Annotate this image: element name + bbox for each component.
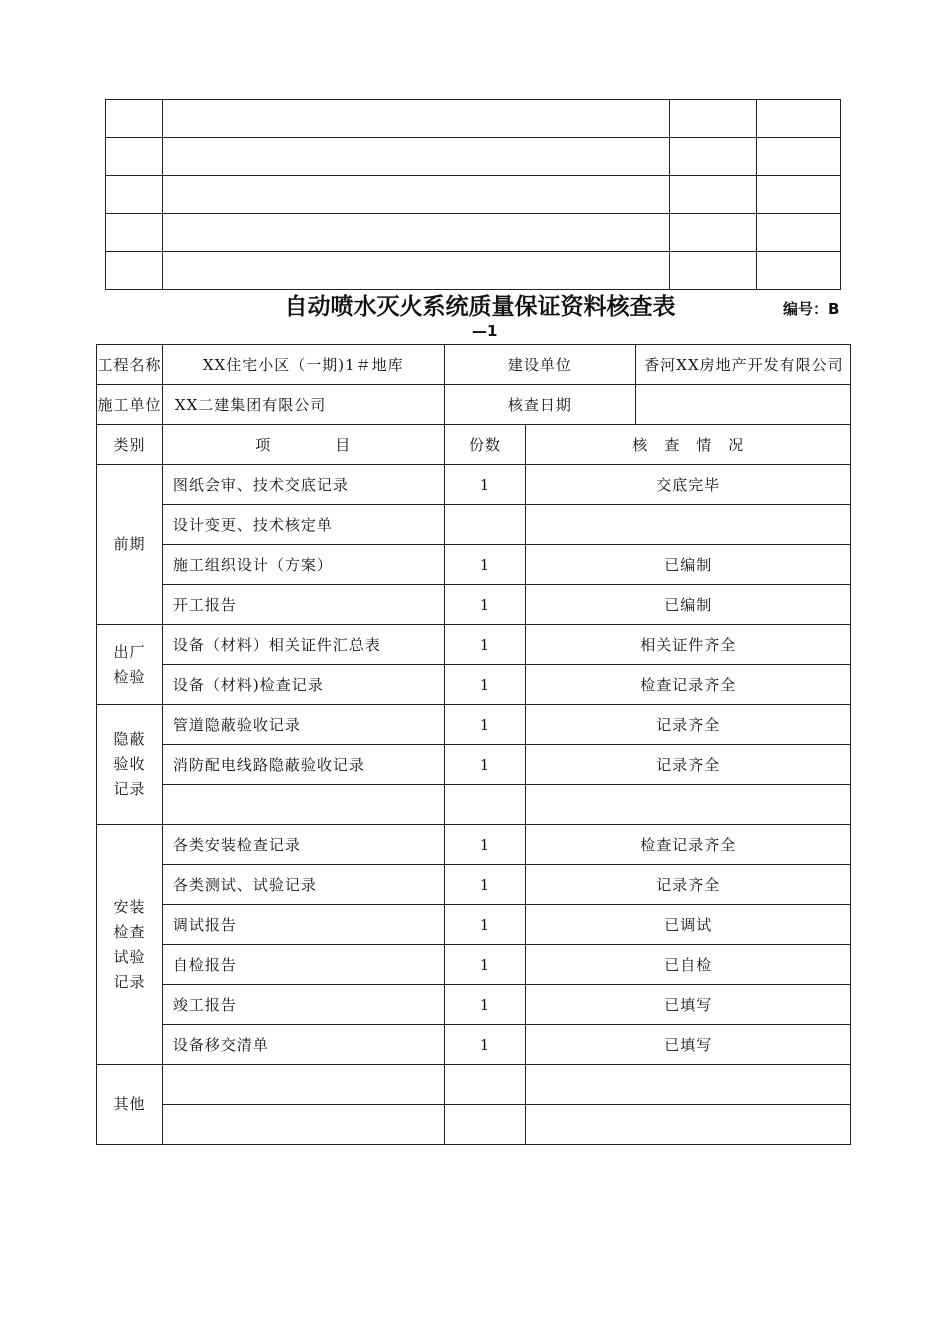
status-cell (526, 1065, 851, 1105)
status-cell: 相关证件齐全 (526, 625, 851, 665)
empty-cell (670, 176, 757, 214)
item-cell (162, 1105, 444, 1145)
copies-cell (444, 1065, 526, 1105)
category-cell (97, 705, 163, 825)
header-status: 核 查 情 况 (526, 425, 851, 465)
document-code-suffix: —1 (472, 322, 498, 340)
empty-cell (757, 214, 841, 252)
table-row (97, 865, 851, 905)
empty-cell (163, 138, 670, 176)
table-row (97, 665, 851, 705)
category-label: 其他 (113, 1095, 146, 1113)
header-category: 类别 (97, 425, 163, 465)
column-header-row (97, 425, 851, 465)
table-row (97, 905, 851, 945)
builder-value: 香河XX房地产开发有限公司 (636, 345, 851, 385)
table-row (97, 1025, 851, 1065)
copies-cell: 1 (444, 905, 526, 945)
quality-check-table (96, 344, 851, 1145)
category-label: 出厂 (113, 642, 146, 661)
category-label: 记录 (113, 780, 146, 798)
copies-cell: 1 (444, 745, 526, 785)
category-label: 检验 (113, 667, 146, 686)
item-cell: 施工组织设计（方案） (162, 545, 444, 585)
table-row (97, 985, 851, 1025)
status-cell (526, 785, 851, 825)
copies-cell: 1 (444, 625, 526, 665)
item-cell: 设备移交清单 (162, 1025, 444, 1065)
item-cell: 开工报告 (162, 585, 444, 625)
table-row (97, 705, 851, 745)
table-row (97, 1105, 851, 1145)
empty-cell (106, 214, 163, 252)
contractor-value: XX二建集团有限公司 (162, 385, 444, 425)
item-cell: 消防配电线路隐蔽验收记录 (162, 745, 444, 785)
empty-cell (757, 252, 841, 290)
project-name-value: XX住宅小区（一期)1＃地库 (162, 345, 444, 385)
table-row (97, 745, 851, 785)
status-cell: 交底完毕 (526, 465, 851, 505)
item-cell: 设备（材料)检查记录 (162, 665, 444, 705)
copies-cell (444, 1105, 526, 1145)
status-cell: 已填写 (526, 1025, 851, 1065)
table-row (106, 252, 841, 290)
item-cell: 自检报告 (162, 945, 444, 985)
table-row (97, 825, 851, 865)
status-cell (526, 505, 851, 545)
project-name-label: 工程名称 (97, 345, 163, 385)
table-row (106, 100, 841, 138)
check-date-value (636, 385, 851, 425)
empty-cell (106, 100, 163, 138)
status-cell: 检查记录齐全 (526, 665, 851, 705)
copies-cell: 1 (444, 985, 526, 1025)
category-cell (97, 465, 163, 625)
category-cell (97, 1065, 163, 1145)
item-cell: 竣工报告 (162, 985, 444, 1025)
category-label: 记录 (113, 972, 146, 991)
header-copies: 份数 (444, 425, 526, 465)
copies-cell: 1 (444, 585, 526, 625)
table-row (97, 625, 851, 665)
copies-cell: 1 (444, 465, 526, 505)
document-title: 自动喷水灭火系统质量保证资料核查表 (284, 294, 676, 320)
table-row (97, 785, 851, 825)
table-row (97, 585, 851, 625)
empty-cell (757, 100, 841, 138)
status-cell: 检查记录齐全 (526, 825, 851, 865)
status-cell: 已编制 (526, 585, 851, 625)
category-cell (97, 625, 163, 705)
item-cell (162, 785, 444, 825)
empty-cell (163, 176, 670, 214)
empty-cell (757, 176, 841, 214)
empty-cell (163, 252, 670, 290)
item-cell (162, 1065, 444, 1105)
status-cell: 已填写 (526, 985, 851, 1025)
copies-cell: 1 (444, 945, 526, 985)
status-cell: 已编制 (526, 545, 851, 585)
table-row (97, 505, 851, 545)
item-cell: 各类测试、试验记录 (162, 865, 444, 905)
table-row (97, 1065, 851, 1105)
table-row (106, 138, 841, 176)
category-label: 检查 (113, 922, 146, 941)
project-info-row (97, 345, 851, 385)
empty-cell (106, 138, 163, 176)
copies-cell: 1 (444, 825, 526, 865)
previous-page-table-remnant (105, 99, 841, 290)
copies-cell: 1 (444, 1025, 526, 1065)
status-cell (526, 1105, 851, 1145)
item-cell: 调试报告 (162, 905, 444, 945)
copies-cell: 1 (444, 665, 526, 705)
category-label: 安装 (113, 897, 146, 916)
category-label: 前期 (113, 535, 146, 553)
category-cell (97, 825, 163, 1065)
copies-cell: 1 (444, 865, 526, 905)
empty-cell (163, 100, 670, 138)
item-cell: 图纸会审、技术交底记录 (162, 465, 444, 505)
status-cell: 记录齐全 (526, 745, 851, 785)
category-label: 验收 (113, 755, 146, 773)
copies-cell: 1 (444, 705, 526, 745)
empty-cell (670, 100, 757, 138)
item-cell: 设计变更、技术核定单 (162, 505, 444, 545)
empty-cell (670, 252, 757, 290)
item-cell: 各类安装检查记录 (162, 825, 444, 865)
empty-cell (670, 138, 757, 176)
check-date-label: 核查日期 (444, 385, 636, 425)
contractor-info-row (97, 385, 851, 425)
table-row (106, 214, 841, 252)
header-item: 项 目 (162, 425, 444, 465)
builder-label: 建设单位 (444, 345, 636, 385)
status-cell: 记录齐全 (526, 705, 851, 745)
table-row (97, 945, 851, 985)
empty-cell (757, 138, 841, 176)
document-code-label: 编号：B (783, 300, 840, 318)
empty-cell (106, 176, 163, 214)
empty-cell (106, 252, 163, 290)
empty-cell (670, 214, 757, 252)
table-row (97, 545, 851, 585)
contractor-label: 施工单位 (97, 385, 163, 425)
item-cell: 管道隐蔽验收记录 (162, 705, 444, 745)
status-cell: 记录齐全 (526, 865, 851, 905)
status-cell: 已调试 (526, 905, 851, 945)
copies-cell: 1 (444, 545, 526, 585)
table-row (97, 465, 851, 505)
item-cell: 设备（材料）相关证件汇总表 (162, 625, 444, 665)
empty-cell (163, 214, 670, 252)
category-label: 试验 (113, 947, 146, 966)
copies-cell (444, 785, 526, 825)
copies-cell (444, 505, 526, 545)
category-label: 隐蔽 (113, 730, 146, 748)
status-cell: 已自检 (526, 945, 851, 985)
table-row (106, 176, 841, 214)
